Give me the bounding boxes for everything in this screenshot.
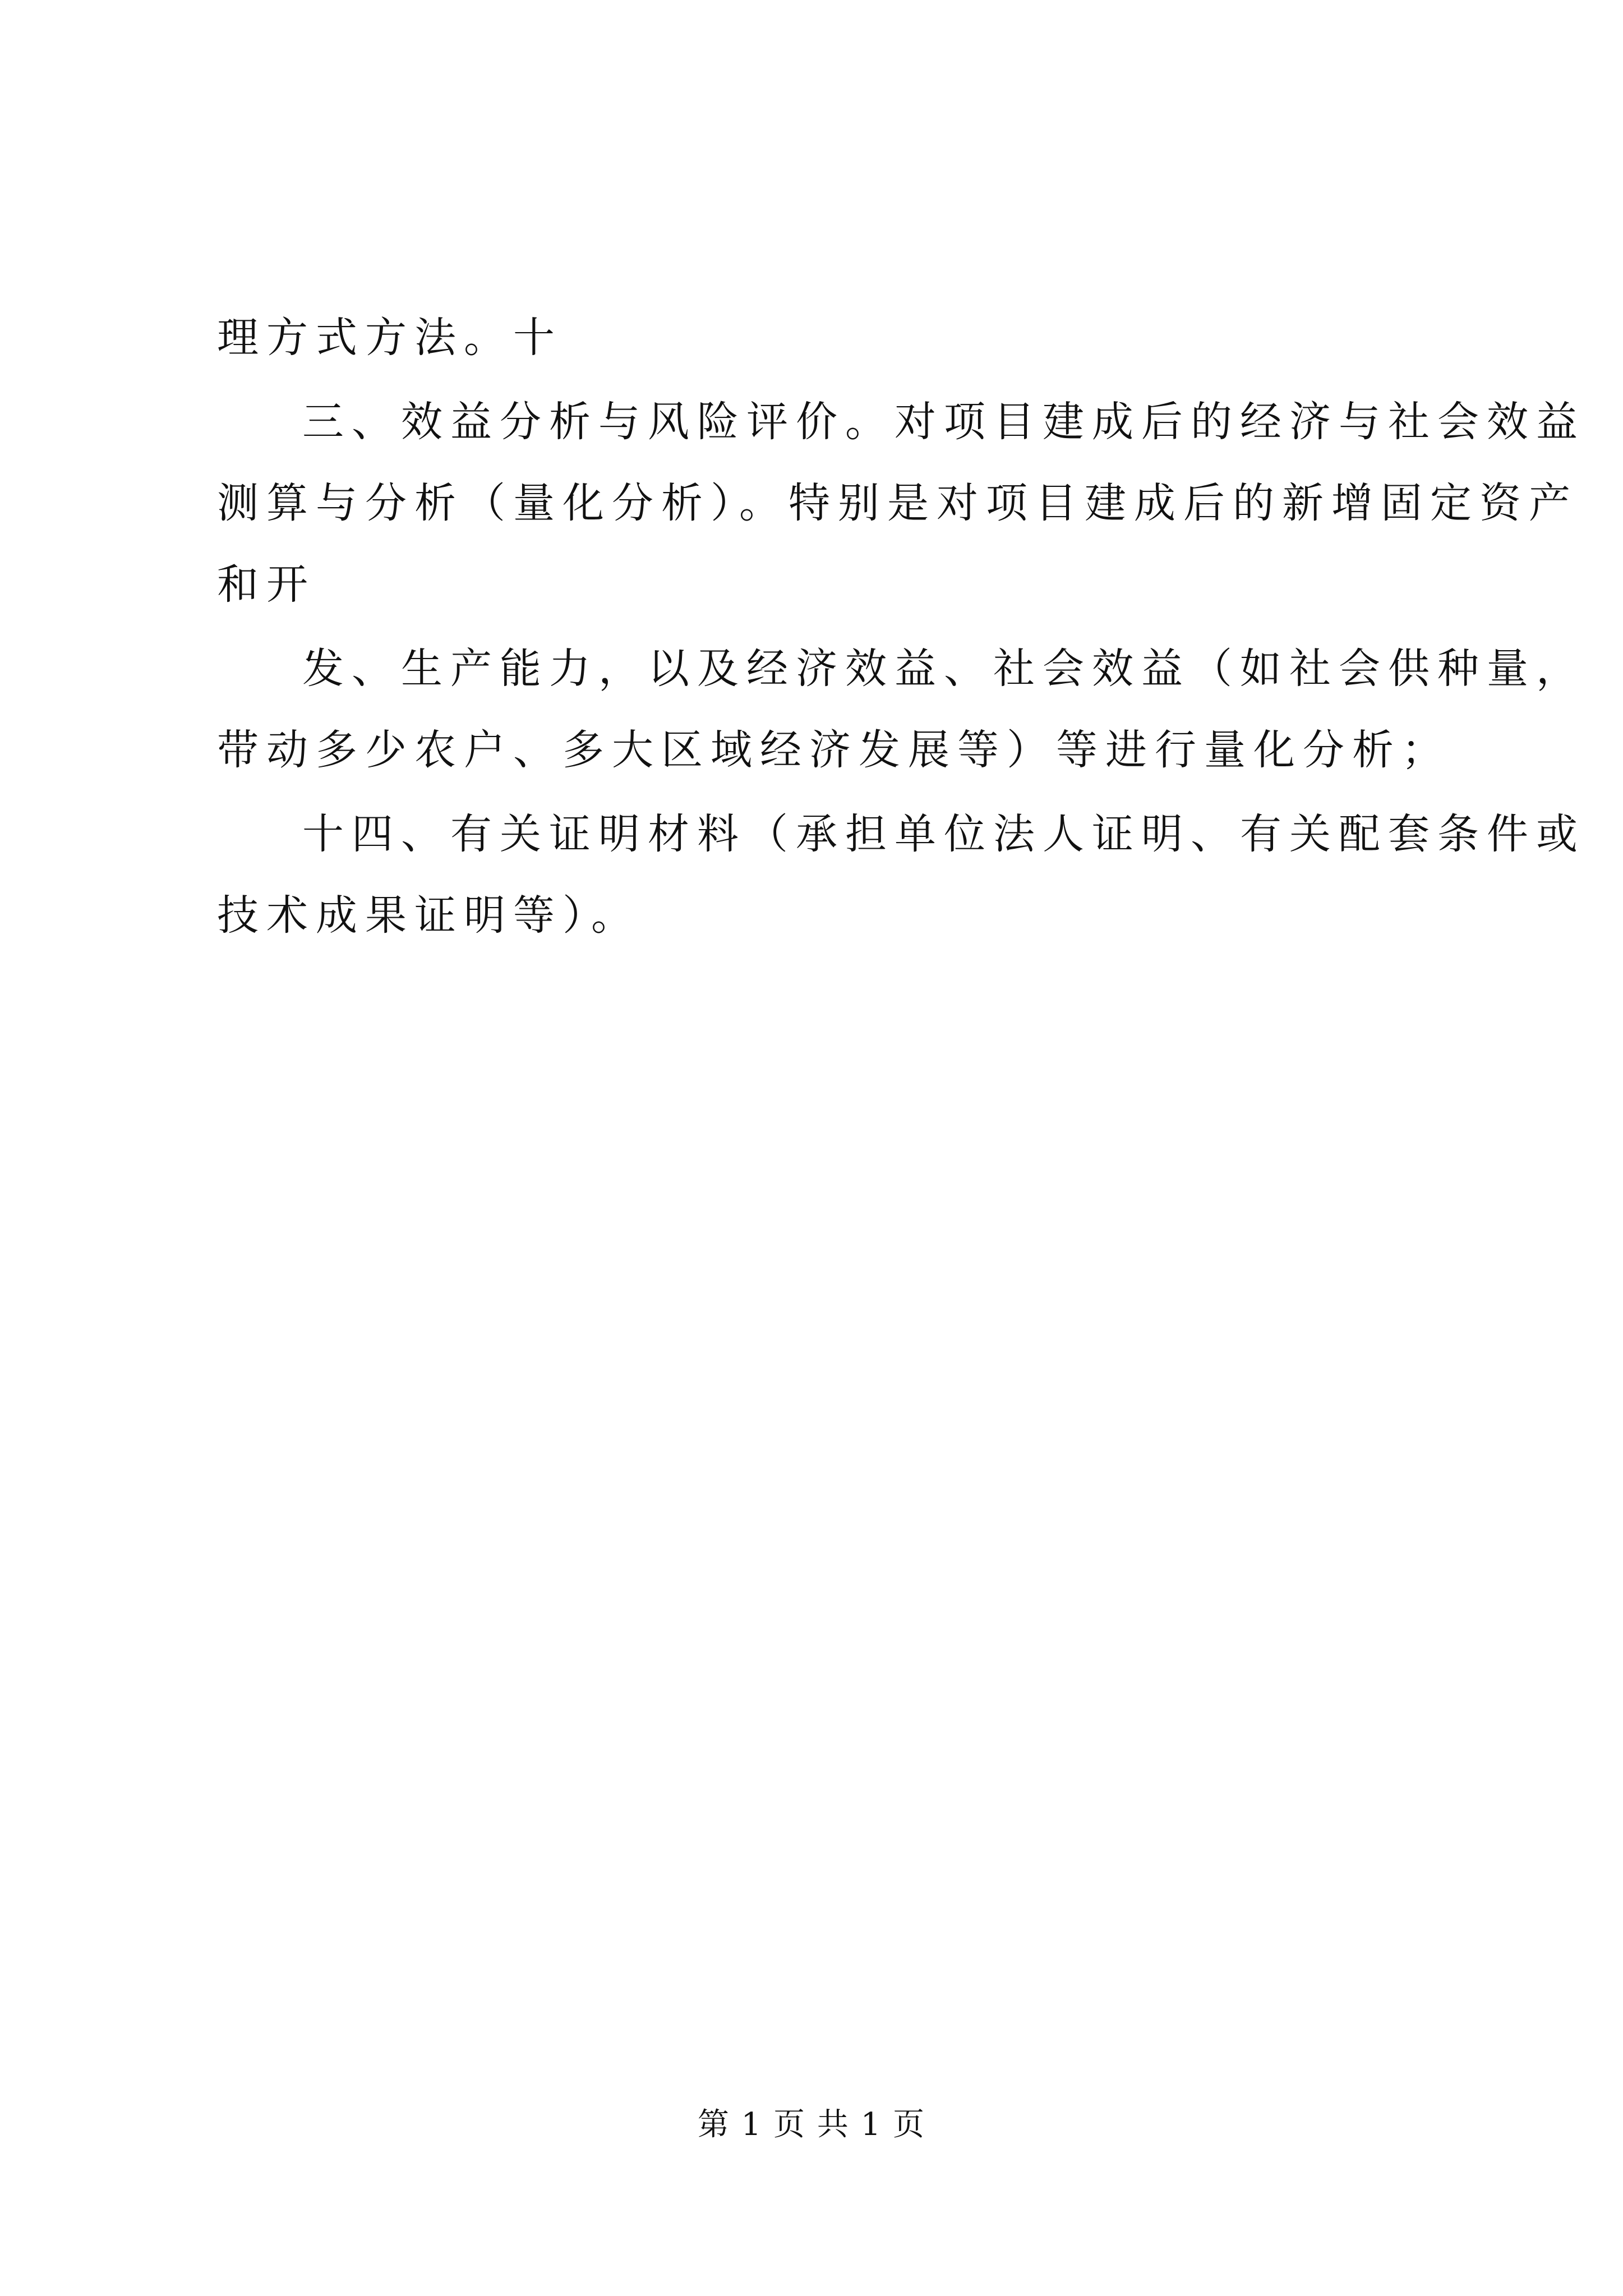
paragraph-line: 和开 — [217, 560, 316, 609]
paragraph-line: 测算与分析（量化分析）。特别是对项目建成后的新增固定资产 — [217, 479, 1578, 527]
paragraph-line: 十四、有关证明材料（承担单位法人证明、有关配套条件或 — [302, 810, 1585, 858]
paragraph-line: 技术成果证明等）。 — [217, 891, 640, 940]
paragraph-line: 带动多少农户、多大区域经济发展等）等进行量化分析； — [217, 726, 1451, 774]
paragraph-line: 发、生产能力，以及经济效益、社会效益（如社会供种量， — [302, 645, 1585, 693]
paragraph-line: 三、效益分析与风险评价。对项目建成后的经济与社会效益 — [302, 398, 1585, 446]
paragraph-line: 理方式方法。十 — [217, 314, 562, 362]
page-footer: 第 1 页 共 1 页 — [697, 2106, 926, 2143]
